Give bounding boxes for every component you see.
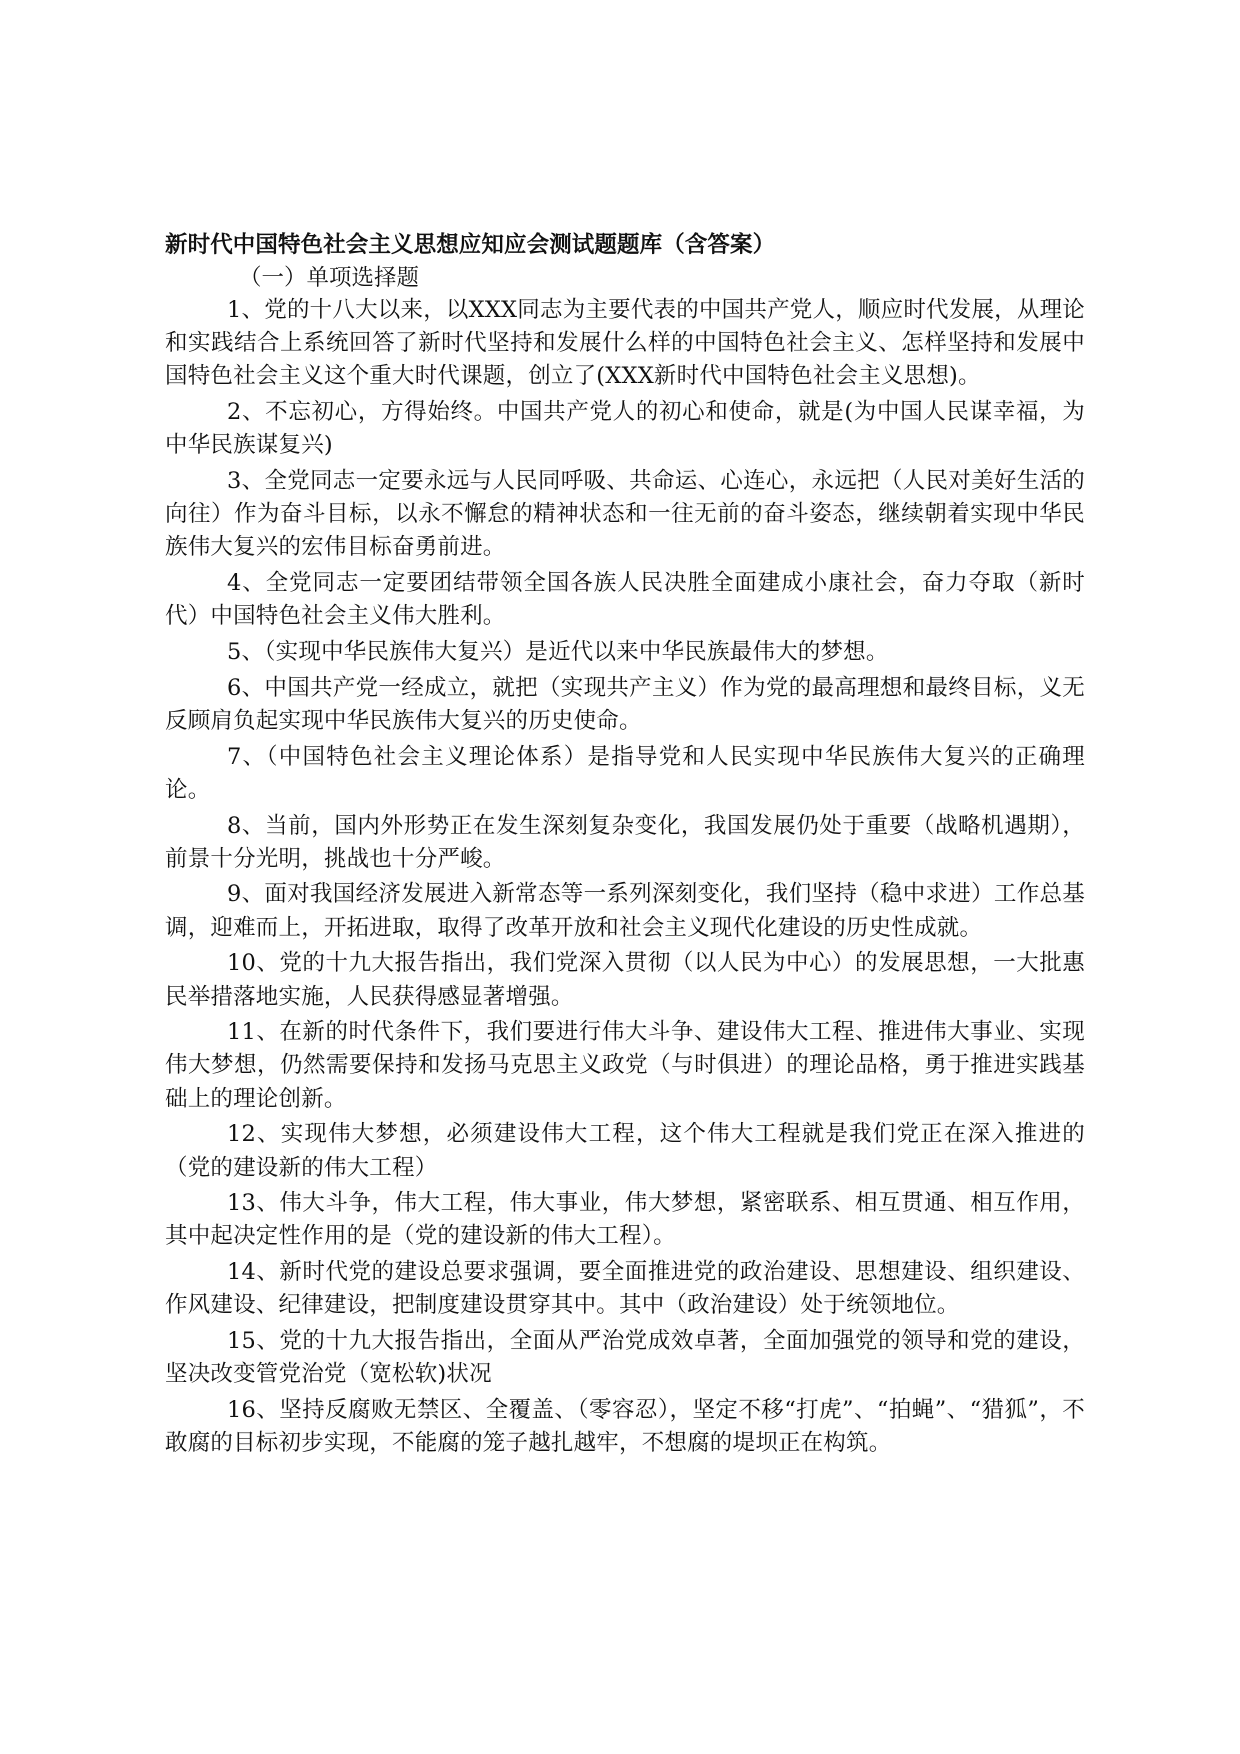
question-paragraph: 1、党的十八大以来，以XXX同志为主要代表的中国共产党人，顺应时代发展，从理论和实践结合上系统回答了新时代坚持和发展什么样的中国特色社会主义、怎样坚持和发展中国特色社会主义这个重大时代课题，创立了(XXX新时代中国特色社会主义思想)。 xyxy=(165,297,1085,390)
question-paragraph: 7、（中国特色社会主义理论体系）是指导党和人民实现中华民族伟大复兴的正确理论。 xyxy=(165,743,1085,803)
question-paragraph: 15、党的十九大报告指出，全面从严治党成效卓著，全面加强党的领导和党的建设，坚决改变管党治党（宽松软)状况 xyxy=(165,1328,1085,1388)
question-paragraph: 10、党的十九大报告指出，我们党深入贯彻（以人民为中心）的发展思想，一大批惠民举措落地实施，人民获得感显著增强。 xyxy=(165,950,1085,1010)
question-paragraph: 9、面对我国经济发展进入新常态等一系列深刻变化，我们坚持（稳中求进）工作总基调，迎难而上，开拓进取，取得了改革开放和社会主义现代化建设的历史性成就。 xyxy=(165,881,1085,941)
question-paragraph: 5、（实现中华民族伟大复兴）是近代以来中华民族最伟大的梦想。 xyxy=(227,639,889,666)
question-paragraph: 6、中国共产党一经成立，就把（实现共产主义）作为党的最高理想和最终目标，义无反顾肩负起实现中华民族伟大复兴的历史使命。 xyxy=(165,674,1085,734)
question-paragraph: 14、新时代党的建设总要求强调，要全面推进党的政治建设、思想建设、组织建设、作风建设、纪律建设，把制度建设贯穿其中。其中（政治建设）处于统领地位。 xyxy=(165,1259,1085,1319)
question-paragraph: 11、在新的时代条件下，我们要进行伟大斗争、建设伟大工程、推进伟大事业、实现伟大梦想，仍然需要保持和发扬马克思主义政党（与时俱进）的理论品格，勇于推进实践基础上的理论创新。 xyxy=(165,1019,1085,1112)
question-paragraph: 13、伟大斗争，伟大工程，伟大事业，伟大梦想，紧密联系、相互贯通、相互作用，其中起决定性作用的是（党的建设新的伟大工程）。 xyxy=(165,1190,1085,1250)
section-heading: （一）单项选择题 xyxy=(239,265,420,291)
document-title: 新时代中国特色社会主义思想应知应会测试题题库（含答案） xyxy=(165,232,776,258)
document-body xyxy=(165,228,1085,1463)
question-paragraph: 3、全党同志一定要永远与人民同呼吸、共命运、心连心，永远把（人民对美好生活的向往）作为奋斗目标，以永不懈怠的精神状态和一往无前的奋斗姿态，继续朝着实现中华民族伟大复兴的宏伟目标奋勇前进。 xyxy=(165,468,1085,561)
question-paragraph: 12、实现伟大梦想，必须建设伟大工程，这个伟大工程就是我们党正在深入推进的（党的建设新的伟大工程） xyxy=(165,1121,1085,1181)
question-paragraph: 4、全党同志一定要团结带领全国各族人民决胜全面建成小康社会，奋力夺取（新时代）中国特色社会主义伟大胜利。 xyxy=(165,570,1085,630)
question-paragraph: 2、不忘初心，方得始终。中国共产党人的初心和使命，就是(为中国人民谋幸福，为中华民族谋复兴) xyxy=(165,399,1085,459)
question-paragraph: 16、坚持反腐败无禁区、全覆盖、（零容忍），坚定不移“打虎”、“拍蝇”、“猎狐”，不敢腐的目标初步实现，不能腐的笼子越扎越牢，不想腐的堤坝正在构筑。 xyxy=(165,1397,1085,1457)
question-paragraph: 8、当前，国内外形势正在发生深刻复杂变化，我国发展仍处于重要（战略机遇期），前景十分光明，挑战也十分严峻。 xyxy=(165,812,1085,872)
